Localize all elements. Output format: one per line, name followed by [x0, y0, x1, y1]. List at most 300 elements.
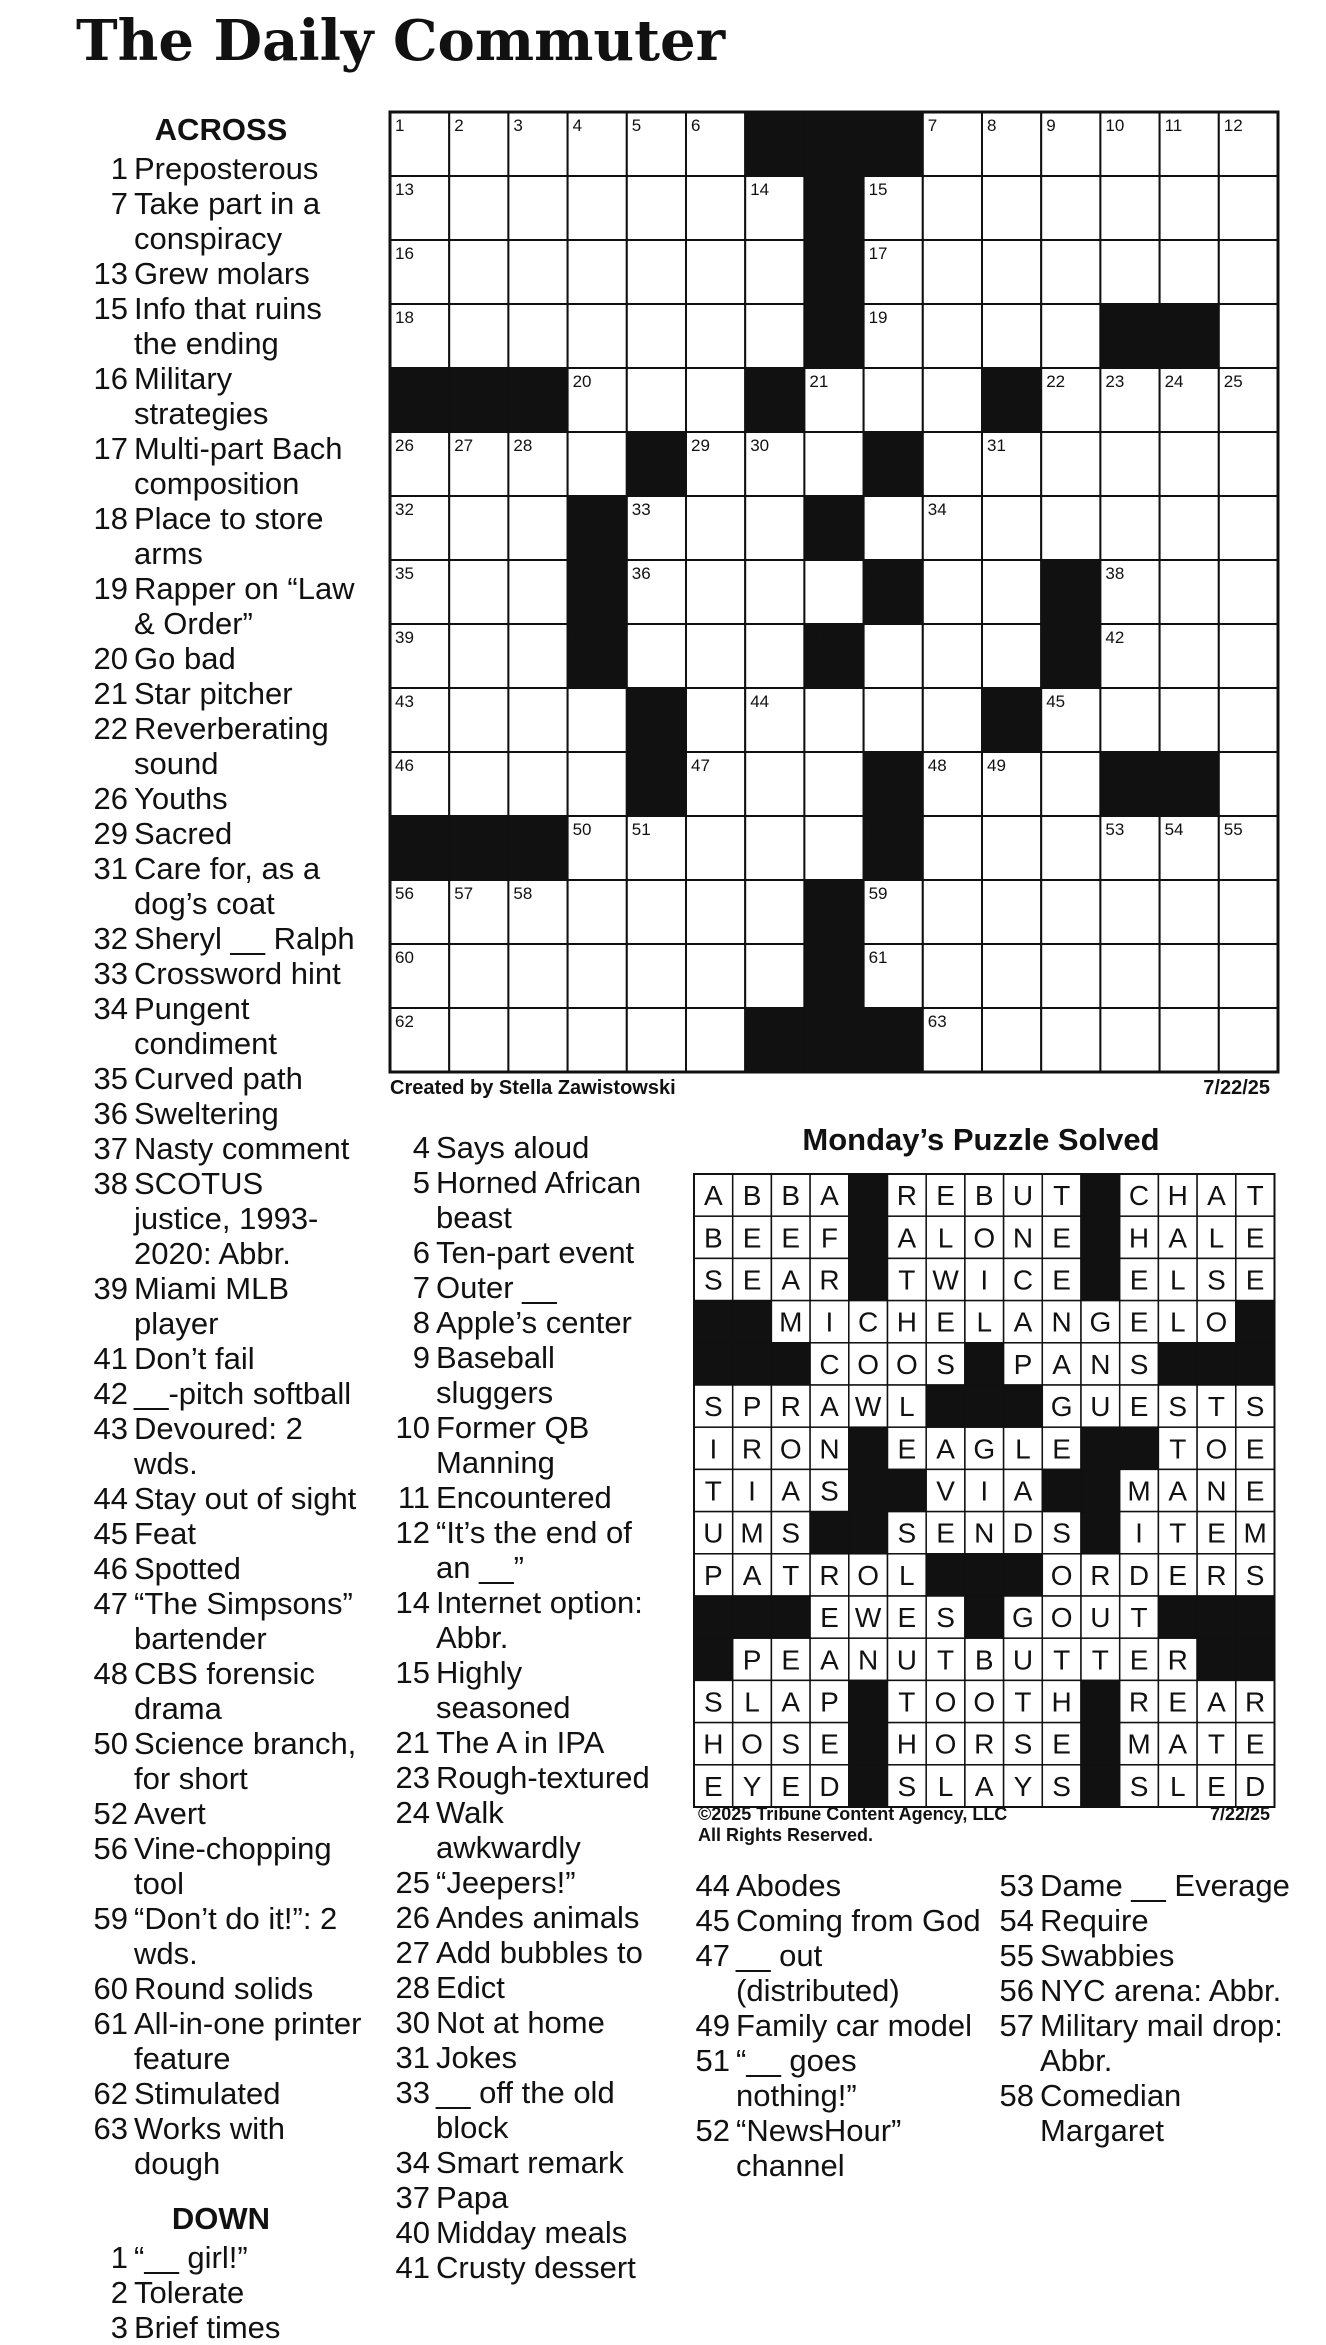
- down-clue: [386, 1865, 656, 1900]
- grid-square: [627, 304, 686, 368]
- clue-number: 52: [695, 2113, 730, 2148]
- solution-letter: S: [781, 1517, 801, 1549]
- solution-letter: E: [1245, 1222, 1265, 1254]
- square-number: 34: [927, 500, 947, 519]
- clue-text: Smart remark: [436, 2145, 624, 2180]
- solution-letter: N: [819, 1433, 840, 1465]
- grid-square: [627, 240, 686, 304]
- page-title: The Daily Commuter: [76, 8, 726, 74]
- solution-letter: A: [781, 1686, 801, 1718]
- black-square: [449, 816, 508, 880]
- solution-letter: W: [932, 1264, 959, 1296]
- clue-number: 34: [93, 991, 128, 1026]
- clue-number: 59: [93, 1901, 128, 1936]
- grid-square: [1219, 944, 1278, 1008]
- clue-text: Sheryl __ Ralph: [134, 921, 355, 956]
- down-clue: [76, 2310, 366, 2345]
- clue-number: 10: [395, 1410, 430, 1445]
- solution-letter: S: [936, 1602, 955, 1634]
- clue-text: Rough-textured: [436, 1760, 650, 1795]
- solution-letter: N: [974, 1517, 995, 1549]
- clue-text: Family car model: [736, 2008, 972, 2043]
- solution-black-square: [1236, 1343, 1275, 1385]
- grid-square: [1219, 176, 1278, 240]
- square-number: 15: [868, 180, 888, 199]
- down-clue-list-4: [994, 1868, 1294, 2148]
- black-square: [804, 1008, 863, 1072]
- down-clue-column-4: [994, 1868, 1294, 2148]
- solution-letter: R: [1090, 1559, 1111, 1591]
- black-square: [804, 944, 863, 1008]
- clue-number: 2: [110, 2275, 128, 2310]
- solution-black-square: [1236, 1596, 1275, 1638]
- solution-black-square: [810, 1512, 849, 1554]
- solution-letter: O: [973, 1686, 996, 1718]
- black-square: [627, 688, 686, 752]
- solution-letter: S: [1052, 1517, 1071, 1549]
- grid-square: [449, 176, 508, 240]
- solution-letter: S: [704, 1391, 723, 1423]
- solution-black-square: [733, 1301, 772, 1343]
- solution-letter: V: [936, 1475, 955, 1507]
- clue-text: Dame __ Everage: [1040, 1868, 1290, 1903]
- clue-text: Crossword hint: [134, 956, 341, 991]
- solution-letter: L: [1169, 1264, 1186, 1296]
- solution-black-square: [849, 1216, 888, 1258]
- clue-number: 26: [93, 781, 128, 816]
- grid-square: [449, 1008, 508, 1072]
- square-number: 60: [395, 948, 414, 967]
- grid-square: [568, 176, 627, 240]
- clue-text: Says aloud: [436, 1130, 590, 1165]
- square-number: 27: [454, 436, 474, 455]
- puzzle-date: 7/22/25: [1203, 1077, 1270, 1099]
- grid-square: [804, 752, 863, 816]
- solution-letter: R: [741, 1433, 763, 1465]
- grid-square: [745, 816, 804, 880]
- across-clue: [76, 641, 366, 676]
- clue-text: Spotted: [134, 1551, 241, 1586]
- solution-letter: A: [704, 1180, 723, 1212]
- down-clue: [386, 1935, 656, 1970]
- clue-text: Coming from God: [736, 1903, 981, 1938]
- solution-letter: D: [1012, 1517, 1034, 1549]
- black-square: [568, 560, 627, 624]
- down-clue: [994, 1903, 1294, 1938]
- grid-square: [449, 688, 508, 752]
- solution-letter: E: [1168, 1686, 1188, 1718]
- solution-letter: L: [1015, 1433, 1031, 1465]
- clue-text: Military strategies: [134, 361, 269, 431]
- clue-number: 21: [395, 1725, 430, 1760]
- grid-square: [568, 304, 627, 368]
- puzzle-credit: Created by Stella Zawistowski: [390, 1077, 676, 1099]
- solution-letter: A: [1168, 1475, 1188, 1507]
- down-clue: [386, 1795, 656, 1865]
- clue-text: Avert: [134, 1796, 206, 1831]
- clue-number: 7: [110, 186, 128, 221]
- solution-letter: O: [895, 1348, 918, 1380]
- black-square: [982, 688, 1041, 752]
- solution-letter: E: [1168, 1559, 1188, 1591]
- grid-square: [1100, 432, 1159, 496]
- clue-number: 6: [412, 1235, 430, 1270]
- black-square: [804, 240, 863, 304]
- clue-number: 47: [695, 1938, 730, 1973]
- clue-number: 40: [395, 2215, 430, 2250]
- clue-text: Sacred: [134, 816, 233, 851]
- grid-square: [1160, 176, 1219, 240]
- clue-text: Science branch, for short: [134, 1726, 357, 1796]
- across-clue: [76, 1271, 366, 1341]
- solution-letter: S: [897, 1770, 917, 1802]
- grid-square: [627, 880, 686, 944]
- across-clue: [76, 1901, 366, 1971]
- solution-letter: L: [937, 1770, 954, 1802]
- solution-letter: R: [819, 1559, 840, 1591]
- across-clue: [76, 1586, 366, 1656]
- square-number: 54: [1164, 820, 1184, 839]
- clue-number: 20: [93, 641, 128, 676]
- grid-square: [1100, 1008, 1159, 1072]
- solution-letter: L: [1208, 1222, 1225, 1254]
- square-number: 16: [395, 244, 414, 263]
- clue-text: Ten-part event: [436, 1235, 635, 1270]
- clue-text: The A in IPA: [436, 1725, 605, 1760]
- grid-square: [923, 560, 982, 624]
- square-number: 28: [513, 436, 533, 455]
- solution-letter: S: [1207, 1264, 1226, 1296]
- clue-text: __ off the old block: [436, 2075, 615, 2145]
- solution-letter: E: [1052, 1222, 1071, 1254]
- across-clue: [76, 851, 366, 921]
- grid-square: [1160, 560, 1219, 624]
- down-clue: [386, 1480, 656, 1515]
- clue-text: Place to store arms: [134, 501, 324, 571]
- solution-letter: S: [1245, 1391, 1265, 1423]
- grid-square: [864, 624, 923, 688]
- solution-black-square: [1004, 1385, 1043, 1427]
- down-clue: [690, 1903, 985, 1938]
- square-number: 62: [395, 1012, 414, 1031]
- down-clue: [690, 1868, 985, 1903]
- solution-letter: R: [1206, 1559, 1227, 1591]
- black-square: [1160, 304, 1219, 368]
- grid-square: [1160, 432, 1219, 496]
- square-number: 61: [868, 948, 888, 967]
- clue-number: 24: [395, 1795, 430, 1830]
- solution-letter: E: [704, 1770, 723, 1802]
- square-number: 37: [868, 564, 888, 583]
- across-clue-list: [76, 151, 366, 2181]
- clue-text: Rapper on “Law & Order”: [134, 571, 355, 641]
- solution-letter: S: [1245, 1559, 1265, 1591]
- grid-square: [508, 688, 567, 752]
- square-number: 2: [454, 116, 464, 135]
- clue-number: 41: [395, 2250, 430, 2285]
- solution-letter: A: [781, 1264, 801, 1296]
- solution-letter: Y: [1013, 1770, 1033, 1802]
- clue-text: SCOTUS justice, 1993-2020: Abbr.: [134, 1166, 319, 1271]
- clue-number: 41: [93, 1341, 128, 1376]
- down-clue: [690, 2113, 985, 2183]
- solution-letter: M: [1243, 1517, 1267, 1549]
- grid-square: [627, 1008, 686, 1072]
- square-number: 36: [631, 564, 651, 583]
- grid-square: [568, 240, 627, 304]
- down-clue: [386, 1760, 656, 1795]
- across-clue: [76, 256, 366, 291]
- grid-square: [568, 688, 627, 752]
- solution-letter: E: [742, 1222, 762, 1254]
- solution-letter: M: [1127, 1475, 1151, 1507]
- black-square: [864, 432, 923, 496]
- clue-number: 51: [695, 2043, 730, 2078]
- solution-letter: I: [980, 1475, 989, 1507]
- square-number: 6: [691, 116, 701, 135]
- clue-number: 31: [395, 2040, 430, 2075]
- clue-text: Youths: [134, 781, 228, 816]
- down-clue: [386, 1130, 656, 1165]
- grid-square: [449, 752, 508, 816]
- across-clue: [76, 1656, 366, 1726]
- grid-square: [568, 432, 627, 496]
- across-clue: [76, 1131, 366, 1166]
- grid-square: [982, 240, 1041, 304]
- solution-letter: E: [936, 1180, 955, 1212]
- grid-square: [449, 240, 508, 304]
- clue-text: Edict: [436, 1970, 505, 2005]
- grid-square: [627, 368, 686, 432]
- solution-letter: E: [781, 1644, 801, 1676]
- solution-black-square: [849, 1512, 888, 1554]
- clue-number: 12: [395, 1515, 430, 1550]
- solution-letter: F: [820, 1222, 839, 1254]
- square-number: 48: [927, 756, 947, 775]
- square-number: 9: [1046, 116, 1056, 135]
- solution-letter: H: [896, 1728, 917, 1760]
- solution-letter: O: [857, 1348, 880, 1380]
- clue-number: 50: [93, 1726, 128, 1761]
- clue-number: 58: [999, 2078, 1034, 2113]
- solution-letter: P: [742, 1644, 762, 1676]
- clue-text: Midday meals: [436, 2215, 628, 2250]
- solution-black-square: [1081, 1512, 1120, 1554]
- across-clue: [76, 956, 366, 991]
- down-clue-list-2: [386, 1130, 656, 2285]
- solution-letter: E: [742, 1264, 762, 1296]
- solution-black-square: [888, 1469, 927, 1511]
- grid-square: [686, 1008, 745, 1072]
- solution-black-square: [1158, 1596, 1197, 1638]
- square-number: 42: [1105, 628, 1125, 647]
- grid-square: [508, 496, 567, 560]
- grid-square: [1219, 560, 1278, 624]
- clue-text: “NewsHour” channel: [736, 2113, 902, 2183]
- square-number: 29: [691, 436, 710, 455]
- solution-letter: O: [1205, 1306, 1228, 1338]
- grid-square: [1219, 304, 1278, 368]
- grid-square: [508, 240, 567, 304]
- solution-letter: E: [897, 1602, 917, 1634]
- grid-square: [568, 944, 627, 1008]
- square-number: 19: [868, 308, 888, 327]
- solution-letter: A: [742, 1559, 762, 1591]
- solution-black-square: [1197, 1343, 1236, 1385]
- solution-letter: O: [1050, 1559, 1073, 1591]
- across-clue: [76, 1411, 366, 1481]
- square-number: 3: [513, 116, 523, 135]
- solution-letter: S: [820, 1475, 839, 1507]
- square-number: 40: [572, 628, 592, 647]
- solution-black-square: [733, 1596, 772, 1638]
- grid-square: [923, 816, 982, 880]
- grid-square: [508, 176, 567, 240]
- down-clue: [690, 2043, 985, 2113]
- grid-square: [864, 688, 923, 752]
- square-number: 41: [809, 628, 829, 647]
- solution-letter: E: [1245, 1475, 1265, 1507]
- square-number: 59: [868, 884, 888, 903]
- black-square: [390, 816, 449, 880]
- solution-letter: L: [744, 1686, 760, 1718]
- solution-black-square: [1081, 1216, 1120, 1258]
- clue-text: “__ girl!”: [134, 2240, 248, 2275]
- clue-text: “Don’t do it!”: 2 wds.: [134, 1901, 338, 1971]
- grid-square: [686, 368, 745, 432]
- square-number: 55: [1223, 820, 1243, 839]
- down-clue: [386, 1340, 656, 1410]
- grid-square: [804, 560, 863, 624]
- solution-letter: W: [854, 1602, 882, 1634]
- clue-number: 7: [412, 1270, 430, 1305]
- clue-number: 46: [93, 1551, 128, 1586]
- down-clue: [386, 2180, 656, 2215]
- grid-square: [1100, 496, 1159, 560]
- solution-letter: H: [1051, 1686, 1072, 1718]
- solution-black-square: [1120, 1427, 1159, 1469]
- clue-number: 28: [395, 1970, 430, 2005]
- clue-text: __ out (distributed): [736, 1938, 900, 2008]
- grid-square: [745, 752, 804, 816]
- grid-square: [1219, 1008, 1278, 1072]
- clue-text: Stay out of sight: [134, 1481, 357, 1516]
- clue-number: 56: [999, 1973, 1034, 2008]
- grid-square: [923, 176, 982, 240]
- grid-square: [864, 368, 923, 432]
- clue-text: Require: [1040, 1903, 1149, 1938]
- across-clue: [76, 1341, 366, 1376]
- across-clue: [76, 2076, 366, 2111]
- solution-letter: D: [1245, 1770, 1266, 1802]
- solution-letter: G: [1050, 1391, 1073, 1423]
- solution-black-square: [771, 1343, 810, 1385]
- solution-black-square: [1081, 1680, 1120, 1722]
- clue-text: Curved path: [134, 1061, 303, 1096]
- across-clue: [76, 921, 366, 956]
- black-square: [627, 752, 686, 816]
- solution-letter: C: [819, 1348, 840, 1380]
- down-clue: [76, 2275, 366, 2310]
- solution-letter: A: [897, 1222, 917, 1254]
- solution-letter: T: [1091, 1644, 1109, 1676]
- solution-letter: U: [896, 1644, 917, 1676]
- solution-letter: E: [781, 1222, 801, 1254]
- grid-square: [1041, 1008, 1100, 1072]
- grid-square: [1160, 624, 1219, 688]
- square-number: 25: [1223, 372, 1243, 391]
- grid-square: [1041, 432, 1100, 496]
- solution-letter: T: [1053, 1644, 1071, 1676]
- solution-letter: O: [973, 1222, 996, 1254]
- grid-square: [627, 944, 686, 1008]
- solution-letter: W: [854, 1391, 882, 1423]
- clue-text: Miami MLB player: [134, 1271, 290, 1341]
- clue-text: Star pitcher: [134, 676, 293, 711]
- clue-number: 30: [395, 2005, 430, 2040]
- solution-letter: S: [704, 1264, 723, 1296]
- black-square: [864, 1008, 923, 1072]
- down-clue: [994, 1868, 1294, 1903]
- solution-grid: [692, 1172, 1277, 1814]
- solution-black-square: [849, 1469, 888, 1511]
- solution-letter: M: [740, 1517, 764, 1549]
- clue-text: Walk awkwardly: [436, 1795, 581, 1865]
- clue-text: Take part in a conspiracy: [134, 186, 321, 256]
- clue-number: 52: [93, 1796, 128, 1831]
- solution-letter: P: [820, 1686, 839, 1718]
- down-clue-list-3: [690, 1868, 985, 2183]
- grid-square: [1219, 496, 1278, 560]
- solution-letter: B: [781, 1180, 801, 1212]
- across-clue: [76, 2111, 366, 2181]
- clue-number: 47: [93, 1586, 128, 1621]
- grid-square: [1100, 688, 1159, 752]
- grid-square: [686, 944, 745, 1008]
- solution-letter: N: [858, 1644, 879, 1676]
- solution-letter: H: [1128, 1222, 1150, 1254]
- solution-black-square: [1081, 1427, 1120, 1469]
- clue-text: Papa: [436, 2180, 509, 2215]
- solution-black-square: [849, 1427, 888, 1469]
- clue-number: 55: [999, 1938, 1034, 1973]
- clue-number: 17: [93, 431, 128, 466]
- solution-letter: A: [1168, 1222, 1188, 1254]
- solution-letter: B: [974, 1180, 994, 1212]
- grid-square: [568, 880, 627, 944]
- clue-text: Go bad: [134, 641, 236, 676]
- grid-square: [686, 688, 745, 752]
- across-header: ACROSS: [154, 112, 288, 147]
- solution-letter: E: [936, 1517, 955, 1549]
- square-number: 51: [631, 820, 651, 839]
- across-clue: [76, 1096, 366, 1131]
- clue-text: Crusty dessert: [436, 2250, 636, 2285]
- grid-square: [1100, 176, 1159, 240]
- solution-letter: A: [1013, 1306, 1033, 1338]
- clue-text: Grew molars: [134, 256, 310, 291]
- solution-letter: T: [1014, 1686, 1032, 1718]
- solution-letter: Y: [742, 1770, 762, 1802]
- solution-letter: S: [1129, 1348, 1149, 1380]
- grid-square: [982, 816, 1041, 880]
- clue-text: Military mail drop: Abbr.: [1040, 2008, 1283, 2078]
- grid-square: [508, 560, 567, 624]
- clue-number: 4: [412, 1130, 430, 1165]
- solution-letter: O: [1205, 1433, 1228, 1465]
- square-number: 14: [750, 180, 770, 199]
- down-clue: [386, 2040, 656, 2075]
